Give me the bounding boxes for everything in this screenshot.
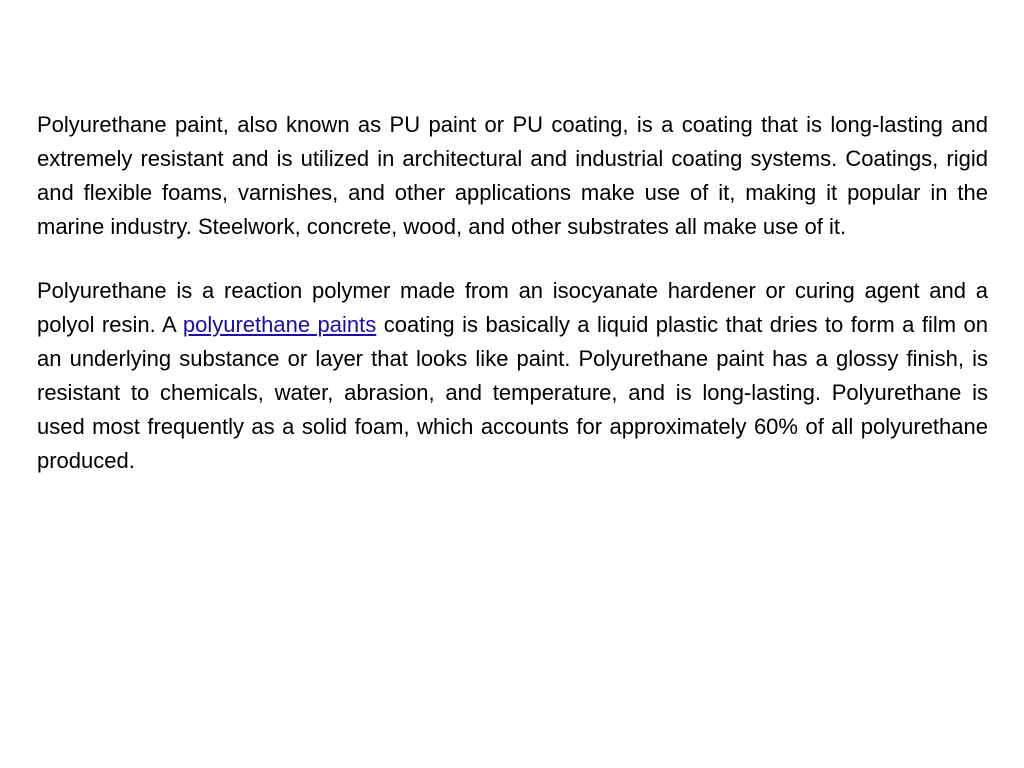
paragraph-details-text-before: Polyurethane is a reaction polymer made from an isocyanate hardener or curing agent and a polyol resin. A [37,278,988,337]
paragraph-details [37,274,988,478]
document-body [37,108,988,508]
paragraph-details-text-after: coating is basically a liquid plastic that dries to form a film on an underlying substance or layer that looks like paint. Polyurethane paint has a glossy finish, is resistant to chemicals, water, abrasion, and temperature, and is long-lasting. Polyurethane is used most frequently as a solid foam, which accounts for approximately 60% of all polyurethane produced. [37,312,988,473]
polyurethane-paints-link[interactable]: polyurethane paints [182,312,377,337]
paragraph-intro: Polyurethane paint, also known as PU paint or PU coating, is a coating that is long-lasting and extremely resistant and is utilized in architectural and industrial coating systems. Coatings, rigid and flexible foams, varnishes, and other applications make use of it, making it popular in the marine industry. Steelwork, concrete, wood, and other substrates all make use of it. [37,112,988,239]
